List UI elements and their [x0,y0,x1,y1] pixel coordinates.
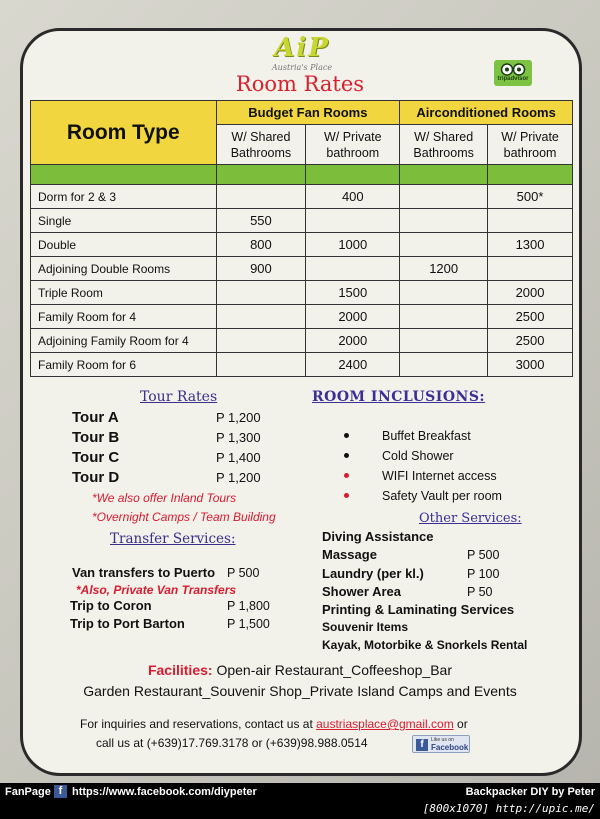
inland-tours-note: *We also offer Inland Tours [92,491,237,505]
tour-name: Tour B [72,429,120,446]
room-type-cell: Adjoining Double Rooms [31,257,217,281]
bullet-icon [344,493,349,498]
bullet-icon [344,473,349,478]
tripadvisor-badge [494,60,532,86]
rate-cell [216,353,306,377]
tripadvisor-text: tripadvisor [497,76,529,82]
massage-price: P 500 [467,548,500,562]
rate-cell: 1200 [400,257,488,281]
list-item [344,488,564,508]
table-row [31,353,573,377]
room-type-cell: Family Room for 4 [31,305,217,329]
credit-text: Backpacker DIY by Peter [465,786,595,798]
diving-assistance: Diving Assistance [322,529,434,544]
table-row [31,257,573,281]
rate-cell [400,233,488,257]
resort-logo [254,33,350,77]
table-row [31,305,573,329]
table-row [31,281,573,305]
other-services-title: Other Services: [419,511,522,526]
rate-cell: 550 [216,209,306,233]
facilities-line2: Garden Restaurant_Souvenir Shop_Private Island Camps and Events [83,683,517,699]
coron-trip-price: P 1,800 [227,599,270,613]
list-item [72,409,282,429]
rate-cell: 1300 [488,233,573,257]
rental-services: Kayak, Motorbike & Snorkels Rental [322,638,528,652]
footer-bar [0,783,600,819]
tour-name: Tour D [72,469,120,486]
laundry-label: Laundry (per kl.) [322,566,424,581]
overnight-camps-note: *Overnight Camps / Team Building [92,510,276,524]
inclusion-text: Cold Shower [382,449,454,463]
like-small-text: Like us on [431,737,454,743]
rate-cell [488,257,573,281]
facilities-label: Facilities: [147,662,213,678]
inclusions-list [344,428,564,508]
massage-label: Massage [322,547,377,562]
list-item [344,448,564,468]
rate-cell [216,305,306,329]
fanpage-url[interactable]: https://www.facebook.com/diypeter [72,786,257,798]
email-link[interactable]: austriasplace@gmail.com [316,717,454,731]
souvenir-items: Souvenir Items [322,620,409,634]
rate-cell: 2000 [306,305,400,329]
subheader-aircon-private: W/ Private bathroom [488,125,573,165]
rate-cell: 2400 [306,353,400,377]
list-item [344,428,564,448]
laundry-price: P 100 [467,567,500,581]
facilities-text1: Open-air Restaurant_Coffeeshop_Bar [216,662,453,678]
rate-cell: 800 [216,233,306,257]
subheader-fan-shared: W/ Shared Bathrooms [216,125,306,165]
rate-cell: 400 [306,185,400,209]
bullet-icon [344,433,349,438]
table-row [31,329,573,353]
shower-area-price: P 50 [467,585,493,599]
transfer-services-title: Transfer Services: [110,531,236,547]
tour-name: Tour C [72,449,120,466]
room-type-cell: Family Room for 6 [31,353,217,377]
table-row [31,233,573,257]
tour-list [72,409,282,489]
table-row [31,209,573,233]
room-type-cell: Dorm for 2 & 3 [31,185,217,209]
green-divider-row [31,165,573,185]
table-header-row [31,101,573,125]
fanpage-label: FanPage [5,786,51,798]
rate-cell: 3000 [488,353,573,377]
list-item [72,429,282,449]
rate-cell [488,209,573,233]
like-big-text: Facebook [431,743,469,752]
rate-cell: 2000 [306,329,400,353]
printing-services: Printing & Laminating Services [322,602,515,617]
owl-eyes-icon [498,63,528,76]
subheader-fan-private: W/ Private bathroom [306,125,400,165]
tour-price: P 1,400 [216,450,261,465]
rate-cell [400,185,488,209]
shower-area-label: Shower Area [322,584,401,599]
rate-cell [306,257,400,281]
subheader-aircon-shared: W/ Shared Bathrooms [400,125,488,165]
facebook-icon: f [416,739,428,751]
rate-cell: 2500 [488,329,573,353]
list-item [344,468,564,488]
rate-cell: 1000 [306,233,400,257]
puerto-transfer-label: Van transfers to Puerto [72,565,216,580]
coron-trip-label: Trip to Coron [70,598,152,613]
tour-price: P 1,200 [216,470,261,485]
room-type-header: Room Type [31,101,217,165]
rate-cell [400,281,488,305]
room-type-cell: Triple Room [31,281,217,305]
room-type-cell: Adjoining Family Room for 4 [31,329,217,353]
rate-cell [400,329,488,353]
tour-price: P 1,200 [216,410,261,425]
list-item [72,449,282,469]
facebook-like-button[interactable] [412,735,470,753]
inclusion-text: Buffet Breakfast [382,429,471,443]
page-title: Room Rates [235,72,365,96]
private-van-note: *Also, Private Van Transfers [76,583,237,597]
barton-trip-price: P 1,500 [227,617,270,631]
rate-cell: 2000 [488,281,573,305]
inclusion-text: WIFI Internet access [382,469,497,483]
logo-subtitle: Austria's Place [271,63,333,72]
group-header-aircon: Airconditioned Rooms [400,101,573,125]
room-inclusions-title: ROOM INCLUSIONS: [312,389,486,405]
contact-line1 [80,717,468,731]
rate-cell: 2500 [488,305,573,329]
tour-name: Tour A [72,409,119,426]
puerto-transfer-price: P 500 [227,566,260,580]
rate-cell [400,305,488,329]
rate-cell: 900 [216,257,306,281]
contact-or: or [457,717,468,731]
rate-cell: 1500 [306,281,400,305]
room-rates-table [30,100,573,377]
contact-text: For inquiries and reservations, contact us at [80,717,313,731]
logo-text: AiP [274,33,330,63]
barton-trip-label: Trip to Port Barton [70,616,185,631]
facebook-icon: f [54,785,67,798]
tour-price: P 1,300 [216,430,261,445]
room-type-cell: Double [31,233,217,257]
rate-cell [400,209,488,233]
rate-cell: 500* [488,185,573,209]
list-item [72,469,282,489]
image-size-watermark: [800x1070] http://upic.me/ [422,802,595,815]
facilities-line1 [0,662,600,678]
contact-phones: call us at (+639)17.769.3178 or (+639)98.988.0514 [96,736,368,750]
rate-rows [31,185,573,377]
inclusion-text: Safety Vault per room [382,489,502,503]
rate-cell [216,329,306,353]
rate-cell [400,353,488,377]
group-header-fan: Budget Fan Rooms [216,101,400,125]
room-type-cell: Single [31,209,217,233]
rate-cell [306,209,400,233]
bullet-icon [344,453,349,458]
rate-cell [216,281,306,305]
tour-rates-title: Tour Rates [140,389,218,405]
table-row [31,185,573,209]
rate-cell [216,185,306,209]
